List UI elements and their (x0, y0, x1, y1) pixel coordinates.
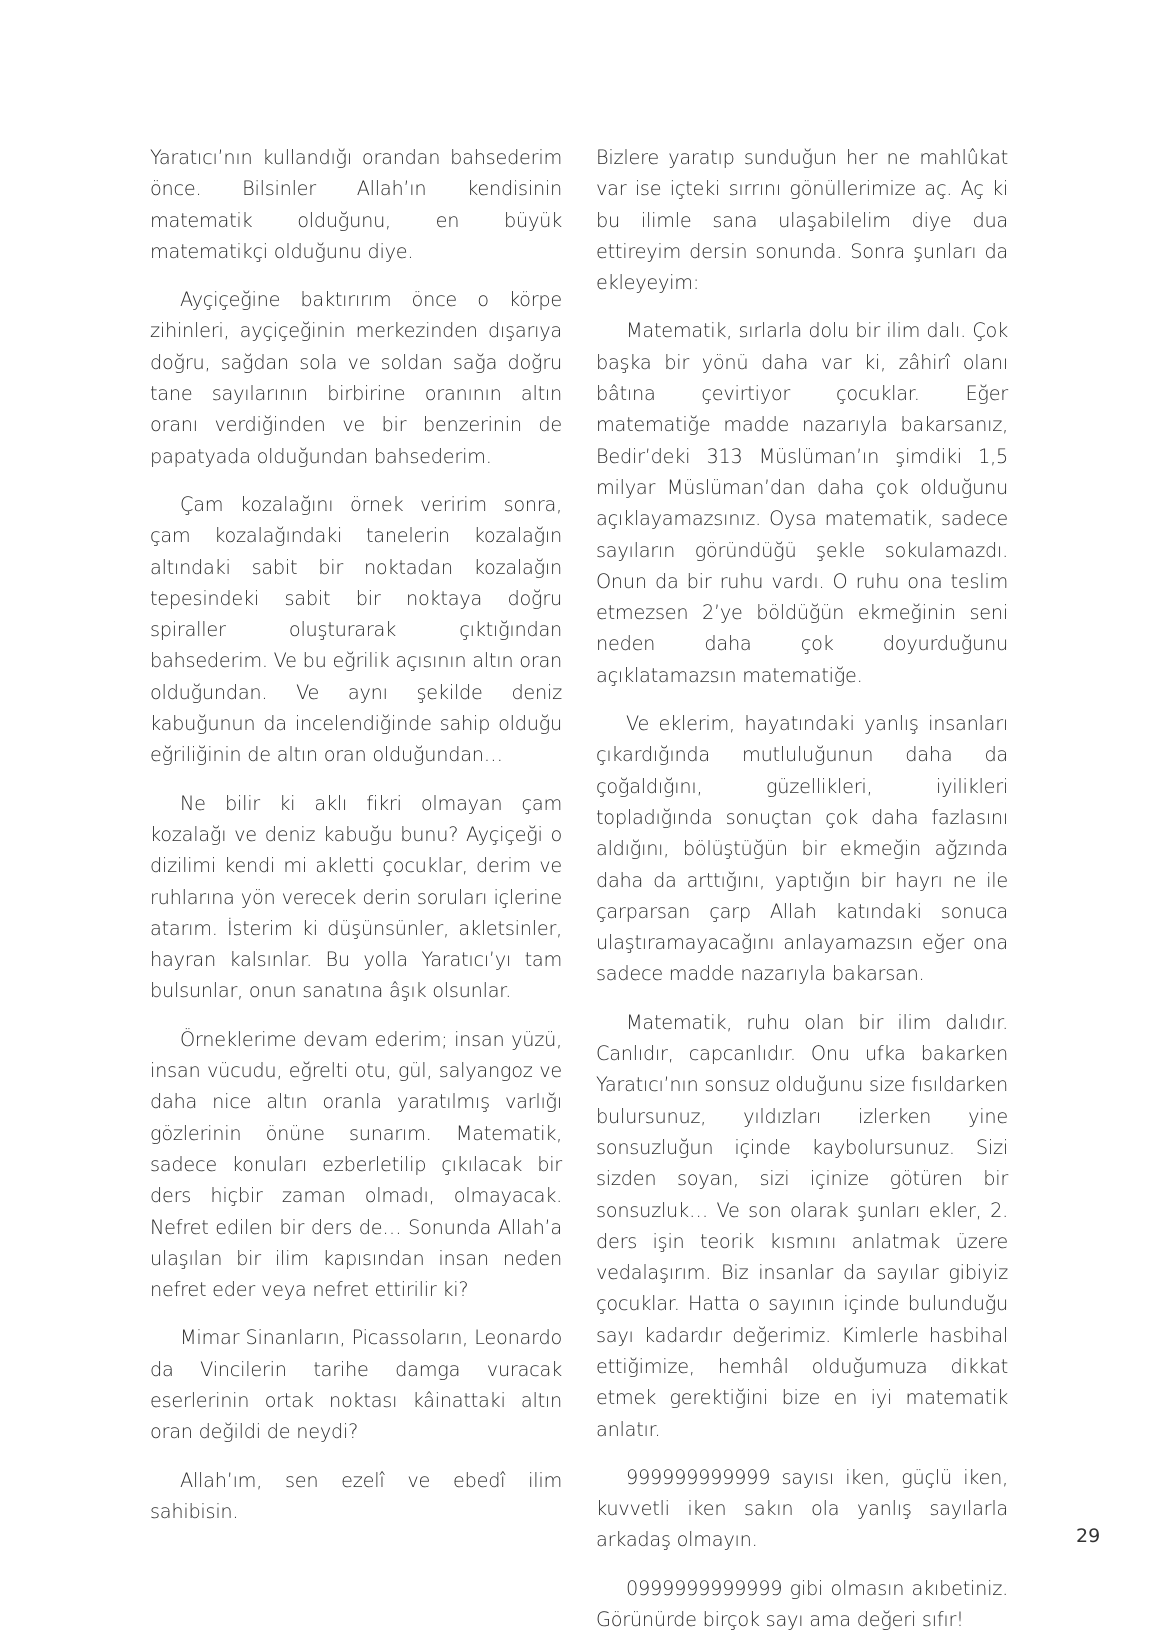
paragraph: Yaratıcı’nın kullandığı orandan bahsederim önce. Bilsinler Allah’ın kendisinin matematik olduğunu, en büyük matematikçi olduğunu diye. (150, 146, 562, 263)
page-number: 29 (1076, 1525, 1101, 1547)
paragraph: Ve eklerim, hayatındaki yanlış insanları çıkardığında mutluluğunun daha da çoğaldığını, güzellikleri, iyilikleri topladığında sonuçtan çok daha fazlasını aldığını, bölüştüğün bir ekmeğin ağzında daha da arttığını, yaptığın bir hayrı ne ile çarparsan çarp Allah katındaki sonuca ulaştıramayacağını anlayamazsın eğer ona sadece madde nazarıyla bakarsan. (596, 712, 1008, 986)
paragraph: Ayçiçeğine baktırırım önce o körpe zihinleri, ayçiçeğinin merkezinden dışarıya doğru, sağdan sola ve soldan sağa doğru tane sayılarının birbirine oranının altın oranı verdiğinden ve bir benzerinin de papatyada olduğundan bahsederim. (150, 288, 562, 468)
left-column (150, 142, 562, 1544)
paragraph: Matematik, sırlarla dolu bir ilim dalı. Çok başka bir yönü daha var ki, zâhirî olanı bâtına çevirtiyor çocuklar. Eğer matematiğe madde nazarıyla bakarsanız, Bedir’deki 313 Müslüman’ın şimdiki 1,5 milyar Müslüman’dan daha çok olduğunu açıklayamazsınız. Oysa matematik, sadece sayıların göründüğü şekle sokulamazdı. Onun da bir ruhu vardı. O ruhu ona teslim etmezsen 2’ye böldüğün ekmeğinin seni neden daha çok doyurduğunu açıklatamazsın matematiğe. (596, 319, 1008, 687)
paragraph: Ne bilir ki aklı fikri olmayan çam kozalağı ve deniz kabuğu bunu? Ayçiçeği o dizilimi kendi mi akletti çocuklar, derim ve ruhlarına yön verecek derin soruları içlerine atarım. İsterim ki düşünsünler, akletsinler, hayran kalsınlar. Bu yolla Yaratıcı’yı tam bulsunlar, onun sanatına âşık olsunlar. (150, 791, 562, 1003)
paragraph: Matematik, ruhu olan bir ilim dalıdır. Canlıdır, capcanlıdır. Onu ufka bakarken Yaratıcı’nın sonsuz olduğunu size fısıldarken bulursunuz, yıldızları izlerken yine sonsuzluğun içinde kaybolursunuz. Sizi sizden soyan, sizi içinize götüren bir sonsuzluk… Ve son olarak şunları ekler, 2. ders işin teorik kısmını anlatmak üzere vedalaşırım. Biz insanlar da sayılar gibiyiz çocuklar. Hatta o sayının içinde bulunduğu sayı kadardır değerimiz. Kimlerle hasbihal ettiğimize, hemhâl olduğumuza dikkat etmek gerektiğini bize en iyi matematik anlatır. (596, 1010, 1008, 1441)
paragraph: Allah’ım, sen ezelî ve ebedî ilim sahibisin. (150, 1468, 562, 1523)
paragraph: 999999999999 sayısı iken, güçlü iken, kuvvetli iken sakın ola yanlış sayılarla arkadaş olmayın. (596, 1465, 1008, 1552)
paragraph: Bizlere yaratıp sunduğun her ne mahlûkat var ise içteki sırrını gönüllerimize aç. Aç ki bu ilimle sana ulaşabilelim diye dua ettireyim dersin sonunda. Sonra şunları da ekleyeyim: (596, 146, 1008, 295)
right-column (596, 142, 1008, 1652)
paragraph: Örneklerime devam ederim; insan yüzü, insan vücudu, eğrelti otu, gül, salyangoz ve daha nice altın oranla yaratılmış varlığı gözlerinin önüne sunarım. Matematik, sadece konuları ezberletilip çıkılacak bir ders hiçbir zaman olmadı, olmayacak. Nefret edilen bir ders de… Sonunda Allah’a ulaşılan bir ilim kapısından insan neden nefret eder veya nefret ettirilir ki? (150, 1027, 562, 1302)
paragraph: Çam kozalağını örnek veririm sonra, çam kozalağındaki tanelerin kozalağın altındaki sabit bir noktadan kozalağın tepesindeki sabit bir noktaya doğru spiraller oluşturarak çıktığından bahsederim. Ve bu eğrilik açısının altın oran olduğundan. Ve aynı şekilde deniz kabuğunun da incelendiğinde sahip olduğu eğriliğinin de altın oran olduğundan… (150, 492, 562, 767)
paragraph: 0999999999999 gibi olmasın akıbetiniz. Görünürde birçok sayı ama değeri sıfır! (596, 1576, 1008, 1632)
paragraph: Mimar Sinanların, Picassoların, Leonardo da Vincilerin tarihe damga vuracak eserlerinin ortak noktası kâinattaki altın oran değildi de neydi? (150, 1326, 562, 1444)
